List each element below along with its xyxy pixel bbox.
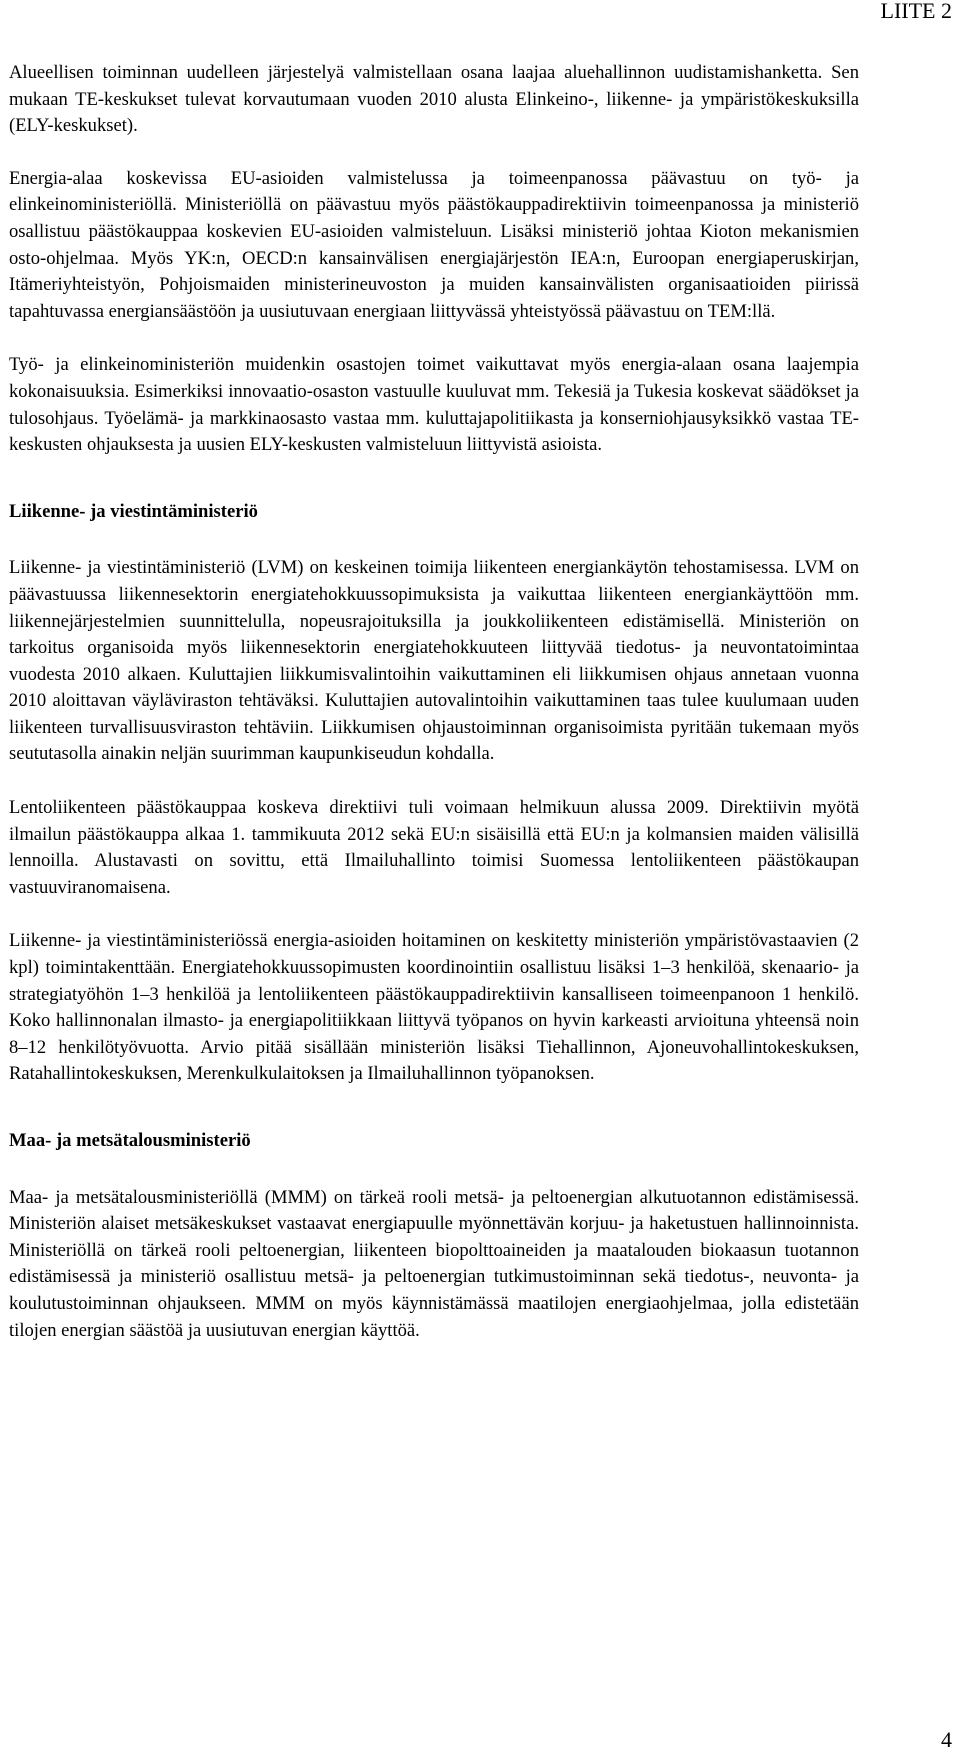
body-paragraph: Alueellisen toiminnan uudelleen järjestelyä valmistellaan osana laajaa aluehallinnon uudistamishanketta. Sen mukaan TE-keskukset tulevat korvautumaan vuoden 2010 alusta Elinkeino-, liikenne- ja ympäristökeskuksilla (ELY-keskukset). bbox=[9, 62, 859, 137]
body-paragraph: Liikenne- ja viestintäministeriössä energia-asioiden hoitaminen on keskitetty ministeriön ympäristövastaavien (2 kpl) toimintakenttään. Energiatehokkuussopimusten koordinointiin osallistuu lisäksi 1–3 henkilöä, skenaario- ja strategiatyöhön 1–3 henkilöä ja lentoliikenteen päästökauppadirektiivin kansalliseen toimeenpanoon 1 henkilö. Koko hallinnonalan ilmasto- ja energiapolitiikkaan liittyvä työpanos on hyvin karkeasti arvioituna yhteensä noin 8–12 henkilötyövuotta. Arvio pitää sisällään ministeriön lisäksi Tiehallinnon, Ajoneuvohallintokeskuksen, Ratahallintokeskuksen, Merenkulkulaitoksen ja Ilmailuhallinnon työpanoksen. bbox=[9, 930, 859, 1085]
section-heading-mmm: Maa- ja metsätalousministeriö bbox=[9, 1130, 251, 1151]
page-number: 4 bbox=[941, 1727, 952, 1752]
body-paragraph: Lentoliikenteen päästökauppaa koskeva direktiivi tuli voimaan helmikuun alussa 2009. Direktiivin myötä ilmailun päästökauppa alkaa 1. tammikuuta 2012 sekä EU:n sisäisillä että EU:n ja kolmansien maiden välisillä lennoilla. Alustavasti on sovittu, että Ilmailuhallinto toimisi Suomessa lentoliikenteen päästökaupan vastuuviranomaisena. bbox=[9, 797, 859, 898]
body-paragraph: Työ- ja elinkeinoministeriön muidenkin osastojen toimet vaikuttavat myös energia-alaan osana laajempia kokonaisuuksia. Esimerkiksi innovaatio-osaston vastuulle kuuluvat mm. Tekesiä ja Tukesia koskevat säädökset ja tulosohjaus. Työelämä- ja markkinaosasto vastaa mm. kuluttajapolitiikasta ja konserniohjausyksikkö vastaa TE- keskusten ohjauksesta ja uusien ELY-keskusten valmisteluun liittyvistä asioista. bbox=[9, 354, 859, 456]
body-paragraph: Maa- ja metsätalousministeriöllä (MMM) on tärkeä rooli metsä- ja peltoenergian alkutuotannon edistämisessä. Ministeriön alaiset metsäkeskukset vastaavat energiapuulle myönnettävän korjuu- ja haketustuen hallinnoinnista. Ministeriöllä on tärkeä rooli peltoenergian, liikenteen biopolttoaineiden ja maatalouden biokaasun tuotannon edistämisessä ja ministeriö osallistuu metsä- ja peltoenergian tutkimustoiminnan sekä tiedotus-, neuvonta- ja koulutustoiminnan ohjaukseen. MMM on myös käynnistämässä maatilojen energiaohjelmaa, jolla edistetään tilojen energian säästöä ja uusiutuvan energian käyttöä. bbox=[9, 1186, 859, 1341]
section-heading-lvm: Liikenne- ja viestintäministeriö bbox=[9, 500, 258, 522]
document-body bbox=[9, 60, 859, 1344]
body-paragraph: Energia-alaa koskevissa EU-asioiden valmistelussa ja toimeenpanossa päävastuu on työ- ja elinkeinoministeriöllä. Ministeriöllä on päävastuu myös päästökauppadirektiivin toimeenpanossa ja ministeriö osallistuu päästökauppaa koskevien EU-asioiden valmisteluun. Lisäksi ministeriö johtaa Kioton mekanismien osto-ohjelmaa. Myös YK:n, OECD:n kansainvälisen energiajärjestön IEA:n, Euroopan energiaperuskirjan, Itämeriyhteistyön, Pohjoismaiden ministerineuvoston ja muiden kansainvälisten organisaatioiden piirissä tapahtuvassa energiansäästöön ja uusiutuvaan energiaan liittyvässä yhteistyössä päävastuu on TEM:llä. bbox=[9, 167, 859, 322]
appendix-label: LIITE 2 bbox=[880, 0, 952, 23]
body-paragraph: Liikenne- ja viestintäministeriö (LVM) on keskeinen toimija liikenteen energiankäytön tehostamisessa. LVM on päävastuussa liikennesektorin energiatehokkuussopimuksista ja vaikuttaa liikenteen energiankäyttöön mm. liikennejärjestelmien suunnittelulla, nopeusrajoituksilla ja joukkoliikenteen edistämisellä. Ministeriön on tarkoitus organisoida myös liikennesektorin energiatehokkuuteen liittyvää tiedotus- ja neuvontatoimintaa vuodesta 2010 alkaen. Kuluttajien liikkumisvalintoihin vaikuttaminen eli liikkumisen ohjaus annetaan vuonna 2010 aloittavan väyläviraston tehtäväksi. Kuluttajien autovalintoihin vaikuttaminen taas tulee kuulumaan uuden liikenteen turvallisuusviraston tehtäviin. Liikkumisen ohjaustoiminnan organisoimista pyritään tukemaan myös seututasolla ainakin neljän suurimman kaupunkiseudun kohdalla. bbox=[9, 557, 859, 765]
